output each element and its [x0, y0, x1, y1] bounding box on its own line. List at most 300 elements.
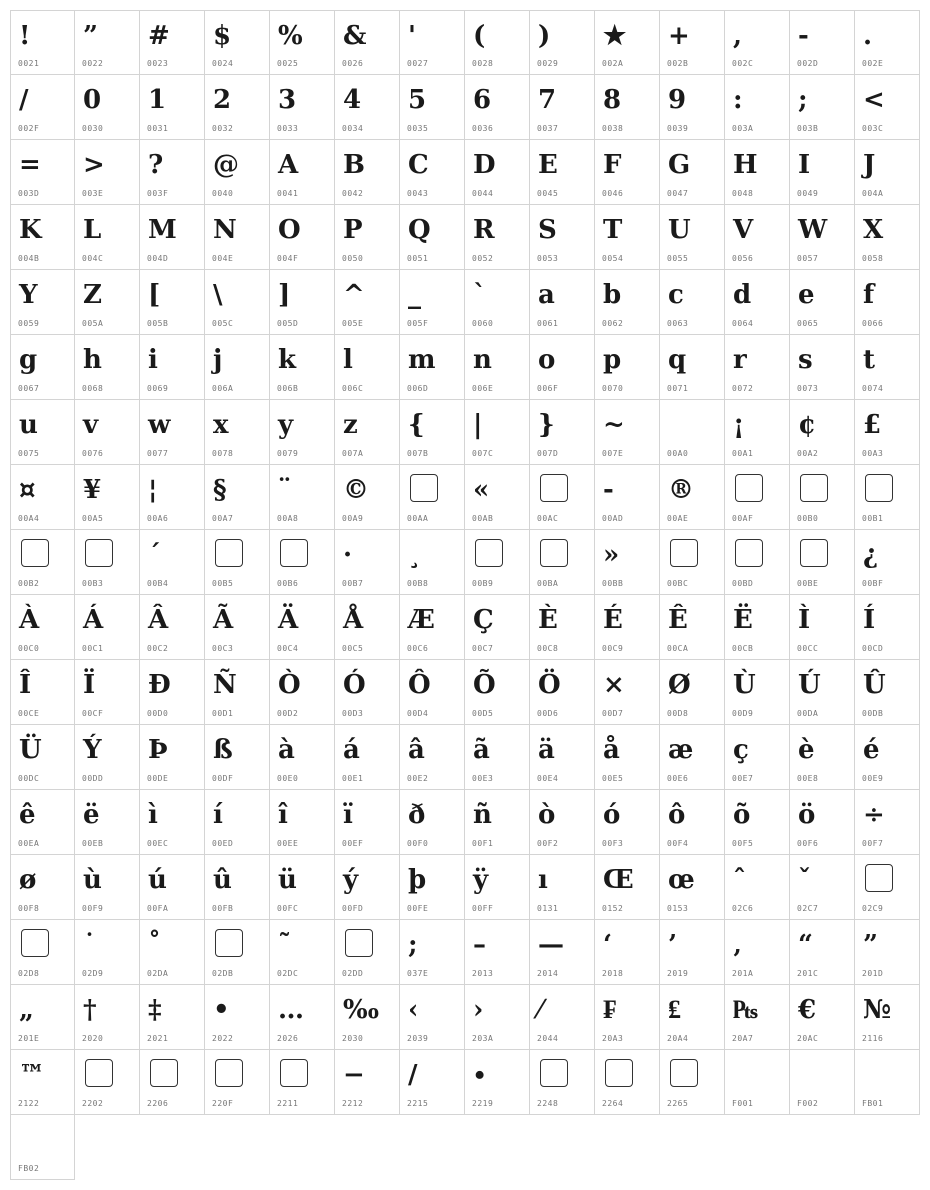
glyph-preview: 8	[603, 85, 622, 115]
glyph-preview: U	[668, 215, 691, 245]
glyph-cell[interactable]	[660, 725, 725, 790]
glyph-cell[interactable]	[335, 400, 400, 465]
glyph-cell[interactable]	[465, 595, 530, 660]
glyph-cell[interactable]	[530, 595, 595, 660]
missing-glyph-box	[540, 474, 568, 502]
glyph-cell[interactable]	[465, 465, 530, 530]
glyph-cell[interactable]	[725, 985, 790, 1050]
glyph-cell[interactable]	[595, 270, 660, 335]
glyph-codepoint-label: 00A7	[212, 514, 234, 523]
missing-glyph-box	[150, 1059, 178, 1087]
glyph-cell[interactable]	[595, 855, 660, 920]
glyph-cell[interactable]	[660, 465, 725, 530]
glyph-preview: k	[278, 345, 297, 375]
glyph-cell[interactable]	[140, 270, 205, 335]
glyph-cell[interactable]	[790, 725, 855, 790]
glyph-cell[interactable]	[595, 140, 660, 205]
glyph-cell[interactable]	[335, 10, 400, 75]
glyph-cell[interactable]	[595, 530, 660, 595]
glyph-cell[interactable]	[335, 1050, 400, 1115]
glyph-cell[interactable]	[10, 920, 75, 985]
glyph-cell[interactable]	[855, 725, 920, 790]
glyph-cell[interactable]	[855, 75, 920, 140]
glyph-codepoint-label: 00F3	[602, 839, 624, 848]
glyph-cell[interactable]	[595, 1050, 660, 1115]
glyph-preview: -	[798, 21, 809, 51]
glyph-cell[interactable]	[465, 790, 530, 855]
glyph-cell[interactable]	[10, 335, 75, 400]
glyph-codepoint-label: 0073	[797, 384, 819, 393]
glyph-preview: ò	[538, 800, 556, 830]
glyph-cell[interactable]	[595, 920, 660, 985]
glyph-codepoint-label: 00F1	[472, 839, 494, 848]
glyph-codepoint-label: 2122	[18, 1099, 40, 1108]
glyph-cell[interactable]	[465, 75, 530, 140]
glyph-cell[interactable]	[530, 335, 595, 400]
glyph-cell[interactable]	[335, 595, 400, 660]
glyph-cell[interactable]	[75, 725, 140, 790]
glyph-cell[interactable]	[205, 920, 270, 985]
glyph-cell[interactable]	[75, 985, 140, 1050]
glyph-cell[interactable]	[10, 400, 75, 465]
glyph-cell[interactable]	[140, 855, 205, 920]
glyph-cell[interactable]	[335, 140, 400, 205]
glyph-cell[interactable]	[400, 10, 465, 75]
glyph-cell[interactable]	[595, 790, 660, 855]
glyph-cell[interactable]	[725, 400, 790, 465]
glyph-cell[interactable]	[465, 1050, 530, 1115]
glyph-cell[interactable]	[790, 530, 855, 595]
glyph-cell[interactable]	[855, 400, 920, 465]
glyph-cell[interactable]	[10, 530, 75, 595]
glyph-cell[interactable]	[205, 660, 270, 725]
glyph-cell[interactable]	[530, 725, 595, 790]
glyph-cell[interactable]	[660, 595, 725, 660]
glyph-cell[interactable]	[595, 660, 660, 725]
glyph-cell[interactable]	[660, 1050, 725, 1115]
glyph-codepoint-label: 20AC	[797, 1034, 819, 1043]
missing-glyph-box	[345, 929, 373, 957]
glyph-cell[interactable]	[595, 75, 660, 140]
glyph-cell[interactable]	[465, 725, 530, 790]
glyph-codepoint-label: 203A	[472, 1034, 494, 1043]
glyph-cell[interactable]	[400, 595, 465, 660]
glyph-cell[interactable]	[75, 270, 140, 335]
glyph-preview: €	[798, 995, 817, 1025]
glyph-cell[interactable]	[465, 10, 530, 75]
glyph-codepoint-label: 00B8	[407, 579, 429, 588]
glyph-cell[interactable]	[530, 660, 595, 725]
glyph-cell[interactable]	[855, 985, 920, 1050]
glyph-cell[interactable]	[790, 465, 855, 530]
glyph-preview: G	[668, 150, 691, 180]
glyph-cell[interactable]	[10, 660, 75, 725]
glyph-cell[interactable]	[10, 1050, 75, 1115]
glyph-cell[interactable]	[400, 465, 465, 530]
glyph-cell[interactable]	[75, 465, 140, 530]
glyph-cell[interactable]	[400, 140, 465, 205]
glyph-cell[interactable]	[400, 400, 465, 465]
glyph-cell[interactable]	[140, 400, 205, 465]
glyph-codepoint-label: 0058	[862, 254, 884, 263]
glyph-cell[interactable]	[595, 400, 660, 465]
glyph-codepoint-label: 00C0	[18, 644, 40, 653]
glyph-cell[interactable]	[270, 140, 335, 205]
glyph-cell[interactable]	[10, 855, 75, 920]
glyph-cell[interactable]	[205, 465, 270, 530]
glyph-codepoint-label: FB01	[862, 1099, 884, 1108]
glyph-cell[interactable]	[595, 595, 660, 660]
glyph-cell[interactable]	[660, 400, 725, 465]
glyph-cell[interactable]	[75, 530, 140, 595]
glyph-cell[interactable]	[855, 140, 920, 205]
glyph-cell[interactable]	[660, 920, 725, 985]
missing-glyph-box	[800, 539, 828, 567]
glyph-codepoint-label: 0068	[82, 384, 104, 393]
glyph-preview: Ñ	[213, 670, 237, 700]
glyph-cell[interactable]	[10, 790, 75, 855]
glyph-cell[interactable]	[855, 920, 920, 985]
glyph-cell[interactable]	[270, 725, 335, 790]
glyph-cell[interactable]	[140, 205, 205, 270]
glyph-cell[interactable]	[855, 205, 920, 270]
glyph-cell[interactable]	[335, 75, 400, 140]
glyph-preview: (	[473, 21, 486, 51]
glyph-cell[interactable]	[855, 10, 920, 75]
glyph-cell[interactable]	[75, 855, 140, 920]
glyph-cell[interactable]	[270, 400, 335, 465]
glyph-cell[interactable]	[75, 335, 140, 400]
glyph-cell[interactable]	[660, 140, 725, 205]
glyph-cell[interactable]	[790, 10, 855, 75]
glyph-cell[interactable]	[140, 790, 205, 855]
glyph-cell[interactable]	[660, 855, 725, 920]
glyph-preview: ‰	[343, 995, 380, 1025]
glyph-cell[interactable]	[205, 985, 270, 1050]
glyph-cell[interactable]	[140, 335, 205, 400]
glyph-cell[interactable]	[465, 335, 530, 400]
glyph-cell[interactable]	[140, 660, 205, 725]
glyph-preview: >	[83, 150, 105, 180]
glyph-cell[interactable]	[270, 530, 335, 595]
glyph-codepoint-label: 0038	[602, 124, 624, 133]
glyph-cell[interactable]	[465, 140, 530, 205]
glyph-cell[interactable]	[725, 1050, 790, 1115]
glyph-codepoint-label: 0040	[212, 189, 234, 198]
glyph-cell[interactable]	[75, 920, 140, 985]
glyph-preview: ç	[733, 735, 749, 765]
glyph-cell[interactable]	[270, 660, 335, 725]
glyph-cell[interactable]	[205, 1050, 270, 1115]
glyph-cell[interactable]	[270, 1050, 335, 1115]
glyph-cell[interactable]	[140, 75, 205, 140]
glyph-cell[interactable]	[595, 725, 660, 790]
glyph-cell[interactable]	[10, 725, 75, 790]
glyph-preview: ‚	[733, 930, 743, 960]
glyph-cell[interactable]	[270, 205, 335, 270]
glyph-cell[interactable]	[335, 205, 400, 270]
glyph-codepoint-label: 2019	[667, 969, 689, 978]
glyph-cell[interactable]	[205, 855, 270, 920]
glyph-cell[interactable]	[205, 10, 270, 75]
glyph-cell[interactable]	[75, 10, 140, 75]
glyph-cell[interactable]	[205, 75, 270, 140]
glyph-cell[interactable]	[10, 1115, 75, 1180]
glyph-cell[interactable]	[660, 10, 725, 75]
glyph-cell[interactable]	[530, 530, 595, 595]
glyph-cell[interactable]	[465, 920, 530, 985]
glyph-cell[interactable]	[400, 530, 465, 595]
glyph-preview: ;	[408, 930, 418, 960]
glyph-preview: í	[213, 800, 223, 830]
glyph-cell[interactable]	[660, 205, 725, 270]
glyph-cell[interactable]	[335, 985, 400, 1050]
glyph-cell[interactable]	[725, 140, 790, 205]
glyph-cell[interactable]	[530, 270, 595, 335]
glyph-cell[interactable]	[270, 920, 335, 985]
glyph-cell[interactable]	[530, 1050, 595, 1115]
glyph-cell[interactable]	[75, 1050, 140, 1115]
glyph-cell[interactable]	[725, 465, 790, 530]
glyph-cell[interactable]	[790, 790, 855, 855]
glyph-cell[interactable]	[595, 985, 660, 1050]
glyph-cell[interactable]	[725, 920, 790, 985]
glyph-cell[interactable]	[75, 400, 140, 465]
glyph-codepoint-label: 0023	[147, 59, 169, 68]
glyph-cell[interactable]	[530, 465, 595, 530]
glyph-codepoint-label: 201D	[862, 969, 884, 978]
glyph-cell[interactable]	[270, 75, 335, 140]
glyph-cell[interactable]	[75, 205, 140, 270]
glyph-codepoint-label: 00A8	[277, 514, 299, 523]
glyph-cell[interactable]	[660, 530, 725, 595]
glyph-cell[interactable]	[335, 530, 400, 595]
glyph-cell[interactable]	[660, 985, 725, 1050]
glyph-cell[interactable]	[790, 660, 855, 725]
glyph-cell[interactable]	[205, 400, 270, 465]
glyph-cell[interactable]	[205, 725, 270, 790]
glyph-cell[interactable]	[725, 660, 790, 725]
glyph-preview: ‘	[603, 930, 613, 960]
glyph-preview: ∙	[473, 1060, 487, 1090]
glyph-cell[interactable]	[660, 270, 725, 335]
glyph-codepoint-label: 0052	[472, 254, 494, 263]
glyph-cell[interactable]	[465, 270, 530, 335]
glyph-cell[interactable]	[790, 75, 855, 140]
glyph-cell[interactable]	[530, 140, 595, 205]
glyph-cell[interactable]	[725, 10, 790, 75]
glyph-cell[interactable]	[270, 335, 335, 400]
glyph-preview: ú	[148, 865, 167, 895]
glyph-cell[interactable]	[140, 920, 205, 985]
glyph-cell[interactable]	[140, 465, 205, 530]
glyph-cell[interactable]	[75, 140, 140, 205]
glyph-cell[interactable]	[75, 660, 140, 725]
glyph-cell[interactable]	[140, 1050, 205, 1115]
glyph-preview: +	[668, 21, 690, 51]
glyph-cell[interactable]	[530, 790, 595, 855]
glyph-cell[interactable]	[855, 335, 920, 400]
glyph-cell[interactable]	[400, 205, 465, 270]
glyph-cell[interactable]	[335, 660, 400, 725]
glyph-cell[interactable]	[855, 660, 920, 725]
glyph-cell[interactable]	[10, 75, 75, 140]
glyph-cell[interactable]	[75, 595, 140, 660]
glyph-cell[interactable]	[725, 530, 790, 595]
glyph-cell[interactable]	[660, 75, 725, 140]
glyph-cell[interactable]	[595, 10, 660, 75]
glyph-cell[interactable]	[400, 335, 465, 400]
glyph-cell[interactable]	[855, 1050, 920, 1115]
glyph-cell[interactable]	[270, 270, 335, 335]
glyph-codepoint-label: 0039	[667, 124, 689, 133]
glyph-cell[interactable]	[465, 660, 530, 725]
glyph-cell[interactable]	[205, 790, 270, 855]
glyph-cell[interactable]	[140, 725, 205, 790]
glyph-preview: F	[603, 150, 622, 180]
glyph-cell[interactable]	[790, 855, 855, 920]
glyph-codepoint-label: 00A4	[18, 514, 40, 523]
glyph-cell[interactable]	[10, 140, 75, 205]
glyph-cell[interactable]	[10, 465, 75, 530]
glyph-cell[interactable]	[10, 10, 75, 75]
glyph-cell[interactable]	[855, 855, 920, 920]
glyph-cell[interactable]	[790, 270, 855, 335]
glyph-cell[interactable]	[335, 920, 400, 985]
glyph-cell[interactable]	[530, 855, 595, 920]
glyph-cell[interactable]	[530, 985, 595, 1050]
glyph-cell[interactable]	[725, 725, 790, 790]
glyph-preview: å	[603, 735, 620, 765]
glyph-cell[interactable]	[790, 1050, 855, 1115]
glyph-preview: ã	[473, 735, 490, 765]
glyph-cell[interactable]	[400, 75, 465, 140]
glyph-cell[interactable]	[335, 335, 400, 400]
glyph-cell[interactable]	[400, 790, 465, 855]
glyph-codepoint-label: 006B	[277, 384, 299, 393]
glyph-cell[interactable]	[400, 920, 465, 985]
glyph-cell[interactable]	[660, 790, 725, 855]
glyph-cell[interactable]	[465, 855, 530, 920]
glyph-cell[interactable]	[855, 595, 920, 660]
glyph-cell[interactable]	[530, 920, 595, 985]
glyph-cell[interactable]	[400, 1050, 465, 1115]
glyph-preview: Ö	[538, 670, 561, 700]
glyph-cell[interactable]	[790, 595, 855, 660]
glyph-cell[interactable]	[140, 10, 205, 75]
glyph-cell[interactable]	[855, 790, 920, 855]
glyph-cell[interactable]	[530, 205, 595, 270]
glyph-cell[interactable]	[205, 530, 270, 595]
glyph-codepoint-label: 00AE	[667, 514, 689, 523]
glyph-cell[interactable]	[205, 140, 270, 205]
glyph-cell[interactable]	[725, 595, 790, 660]
glyph-cell[interactable]	[725, 335, 790, 400]
glyph-cell[interactable]	[75, 75, 140, 140]
glyph-cell[interactable]	[335, 465, 400, 530]
glyph-cell[interactable]	[790, 140, 855, 205]
glyph-cell[interactable]	[335, 270, 400, 335]
glyph-cell[interactable]	[595, 205, 660, 270]
glyph-cell[interactable]	[465, 205, 530, 270]
glyph-cell[interactable]	[335, 725, 400, 790]
missing-glyph-box	[85, 539, 113, 567]
glyph-cell[interactable]	[595, 465, 660, 530]
glyph-cell[interactable]	[725, 205, 790, 270]
glyph-cell[interactable]	[205, 595, 270, 660]
glyph-cell[interactable]	[595, 335, 660, 400]
glyph-preview: [	[148, 280, 161, 310]
glyph-cell[interactable]	[335, 855, 400, 920]
glyph-cell[interactable]	[140, 985, 205, 1050]
glyph-codepoint-label: 00AF	[732, 514, 754, 523]
glyph-cell[interactable]	[270, 790, 335, 855]
glyph-cell[interactable]	[140, 530, 205, 595]
glyph-cell[interactable]	[205, 335, 270, 400]
glyph-cell[interactable]	[270, 10, 335, 75]
glyph-cell[interactable]	[790, 335, 855, 400]
glyph-preview: W	[798, 215, 828, 245]
glyph-codepoint-label: F002	[797, 1099, 819, 1108]
glyph-cell[interactable]	[335, 790, 400, 855]
glyph-cell[interactable]	[530, 75, 595, 140]
glyph-cell[interactable]	[790, 920, 855, 985]
glyph-cell[interactable]	[790, 400, 855, 465]
glyph-codepoint-label: 0046	[602, 189, 624, 198]
glyph-cell[interactable]	[10, 205, 75, 270]
glyph-cell[interactable]	[790, 985, 855, 1050]
glyph-cell[interactable]	[400, 725, 465, 790]
glyph-codepoint-label: 003B	[797, 124, 819, 133]
glyph-cell[interactable]	[270, 855, 335, 920]
glyph-cell[interactable]	[855, 465, 920, 530]
glyph-cell[interactable]	[400, 855, 465, 920]
glyph-cell[interactable]	[140, 595, 205, 660]
glyph-cell[interactable]	[400, 985, 465, 1050]
glyph-cell[interactable]	[205, 270, 270, 335]
glyph-cell[interactable]	[855, 530, 920, 595]
glyph-cell[interactable]	[400, 660, 465, 725]
glyph-cell[interactable]	[725, 790, 790, 855]
glyph-cell[interactable]	[270, 595, 335, 660]
glyph-cell[interactable]	[10, 595, 75, 660]
glyph-cell[interactable]	[205, 205, 270, 270]
glyph-preview: )	[538, 21, 551, 51]
glyph-preview: ¸	[408, 540, 421, 570]
glyph-cell[interactable]	[465, 400, 530, 465]
glyph-cell[interactable]	[10, 270, 75, 335]
glyph-cell[interactable]	[530, 400, 595, 465]
glyph-cell[interactable]	[530, 10, 595, 75]
missing-glyph-box	[215, 539, 243, 567]
glyph-cell[interactable]	[660, 335, 725, 400]
glyph-cell[interactable]	[400, 270, 465, 335]
glyph-cell[interactable]	[270, 465, 335, 530]
glyph-preview: |	[473, 410, 483, 440]
glyph-cell[interactable]	[75, 790, 140, 855]
glyph-cell[interactable]	[855, 270, 920, 335]
glyph-cell[interactable]	[270, 985, 335, 1050]
glyph-cell[interactable]	[140, 140, 205, 205]
glyph-cell[interactable]	[725, 75, 790, 140]
glyph-cell[interactable]	[10, 985, 75, 1050]
glyph-cell[interactable]	[465, 985, 530, 1050]
glyph-cell[interactable]	[465, 530, 530, 595]
glyph-cell[interactable]	[660, 660, 725, 725]
glyph-cell[interactable]	[725, 855, 790, 920]
glyph-cell[interactable]	[790, 205, 855, 270]
glyph-cell[interactable]	[725, 270, 790, 335]
